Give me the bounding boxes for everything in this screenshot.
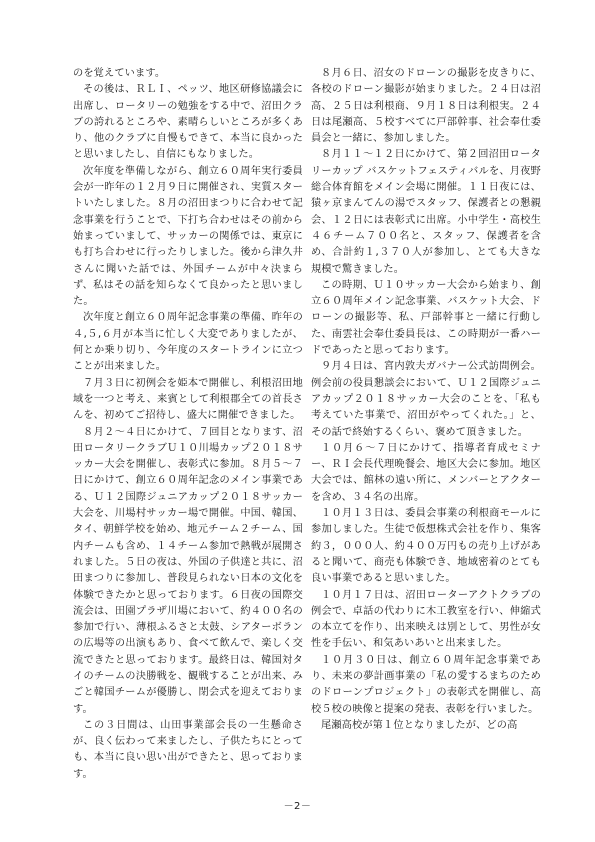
paragraph: この時期、Ｕ１０サッカー大会から始まり、創立６０周年メイン記念事業、バスケット大会、ドローンの撮影等、私、戸部幹事と一緒に行動した、南雲社会奉仕委員長は、この時期が一番ハードであったと思っております。	[311, 279, 541, 357]
paragraph: １０月３０日は、創立６０周年記念事業であり、未来の夢計画事業の「私の愛するまちのためのドローンプロジェクト」の表彰式を開催し、高校５校の映像と提案の発表、表彰を行いました。	[311, 654, 541, 715]
paragraph: 次年度を準備しながら、創立６０周年実行委員会が一昨年の１２月９日に開催され、実質スタートいたしました。８月の沼田まつりに合わせて記念事業を行うことで、下打ち合わせはその前から始まっていまして、サッカーの関係では、東京にも打ち合わせに行ったりしました。後から津久井さんに聞いた話では、外国チームが中々決まらず、私はその話を知らなくて良かったと思いました。	[73, 165, 303, 308]
right-column	[311, 66, 552, 734]
paragraph: ８月１１～１２日にかけて、第２回沼田ロータリーカップ バスケットフェスティバルを、月夜野総合体育館をメイン会場に開催。１１日夜には、猿ヶ京まんてんの湯でスタッフ、保護者との懇親会、１２日には表彰式に出席。小中学生・高校生 ４６チーム７００名と、スタッフ、保護者を含め、合計約１,３７０人が参加し、とても大きな規模で驚きました。	[311, 149, 552, 275]
paragraph: ９月４日は、宮内敦夫ガバナー公式訪問例会。例会前の役員懇談会において、Ｕ１２国際ジュニアカップ２０１８サッカー大会のことを、「私も考えていた事業で、沼田がやってくれた。」と、その話で終始するくらい、褒めて頂きました。	[311, 361, 541, 438]
paragraph: のを覚えています。	[73, 68, 166, 79]
page-number: －2－	[283, 801, 312, 812]
paragraph: １０月１３日は、委員会事業の利根商モールに参加しました。生徒で仮想株式会社を作り、集客約３，０００人、約４００万円もの売り上げがあると聞いて、商売も体験でき、地域密着のとても良い事業であると思いました。	[311, 508, 541, 585]
paragraph: ８月２～４日にかけて、７回目となります、沼田ロータリークラブＵ１０川場カップ２０１８サッカー大会を開催し、表彰式に参加。８月５～７日にかけて、創立６０周年記念のメイン事業である、Ｕ１２国際ジュニアカップ２０１８サッカー大会を、川場村サッカー場で開催。中国、韓国、タイ、朝鮮学校を始め、地元チーム２チーム、国内チームも含め、１４チーム参加で熱戦が展開されました。５日の夜は、外国の子供達と共に、沼田まつりに参加し、普段見られない日本の文化を体験できたかと思っております。６日夜の国際交流会は、田園プラザ川場において、約４００名の参加で行い、薄根ふるさと太鼓、シアターボランの広場等の出演もあり、食べて飲んで、楽しく交流できたと思っております。最終日は、韓国対タイのチームの決勝戦を、観戦することが出来、みごと韓国チームが優勝し、閉会式を迎えております。	[73, 426, 303, 715]
paragraph: ７月３日に初例会を姫本で開催し、利根沼田地域を一つと考え、来賓として利根郡全ての首長さんを、初めてご招待し、盛大に開催できました。	[73, 377, 303, 422]
paragraph: 次年度と創立６０周年記念事業の準備、昨年の４,５,６月が本当に忙しく大変でありましたが、何とか乗り切り、今年度のスタートラインに立つことが出来ました。	[73, 312, 303, 373]
paragraph: この３日間は、山田事業部会長の一生懸命さが、良く伝わって来ましたし、子供たちにとっても、本当に良い思い出ができたと、思っております。	[73, 719, 303, 780]
paragraph: １０月６～７日にかけて、指導者育成セミナー、ＲＩ会長代理晩餐会、地区大会に参加。地区大会では、館林の遠い所に、メンバーとアクターを含め、３４名の出席。	[311, 442, 541, 503]
paragraph: その後は、ＲＬＩ、ペッツ、地区研修協議会に出席し、ロータリーの勉強をする中で、沼田クラブの誇れるところや、素晴らしいところが多くあり、他のクラブに自慢もできて、本当に良かったと思いましたし、自信にもなりました。	[73, 84, 303, 161]
paragraph: ８月６日、沼女のドローンの撮影を皮きりに、各校のドローン撮影が始まりました。２４日は沼高、２５日は利根商、９月１８日は利根実。２４日は尾瀬高、５校すべてに戸部幹事、社会奉仕委員会と一緒に、参加しました。	[311, 68, 541, 145]
paragraph: 尾瀬高校が第１位となりましたが、どの高	[321, 719, 518, 731]
left-column	[73, 66, 303, 783]
paragraph: １０月１７日は、沼田ローターアクトクラブの例会で、卓話の代わりに木工教室を行い、伸縮式の本立てを作り、出来映えは別として、男性が女性を手伝い、和気あいあいと出来ました。	[311, 589, 541, 650]
